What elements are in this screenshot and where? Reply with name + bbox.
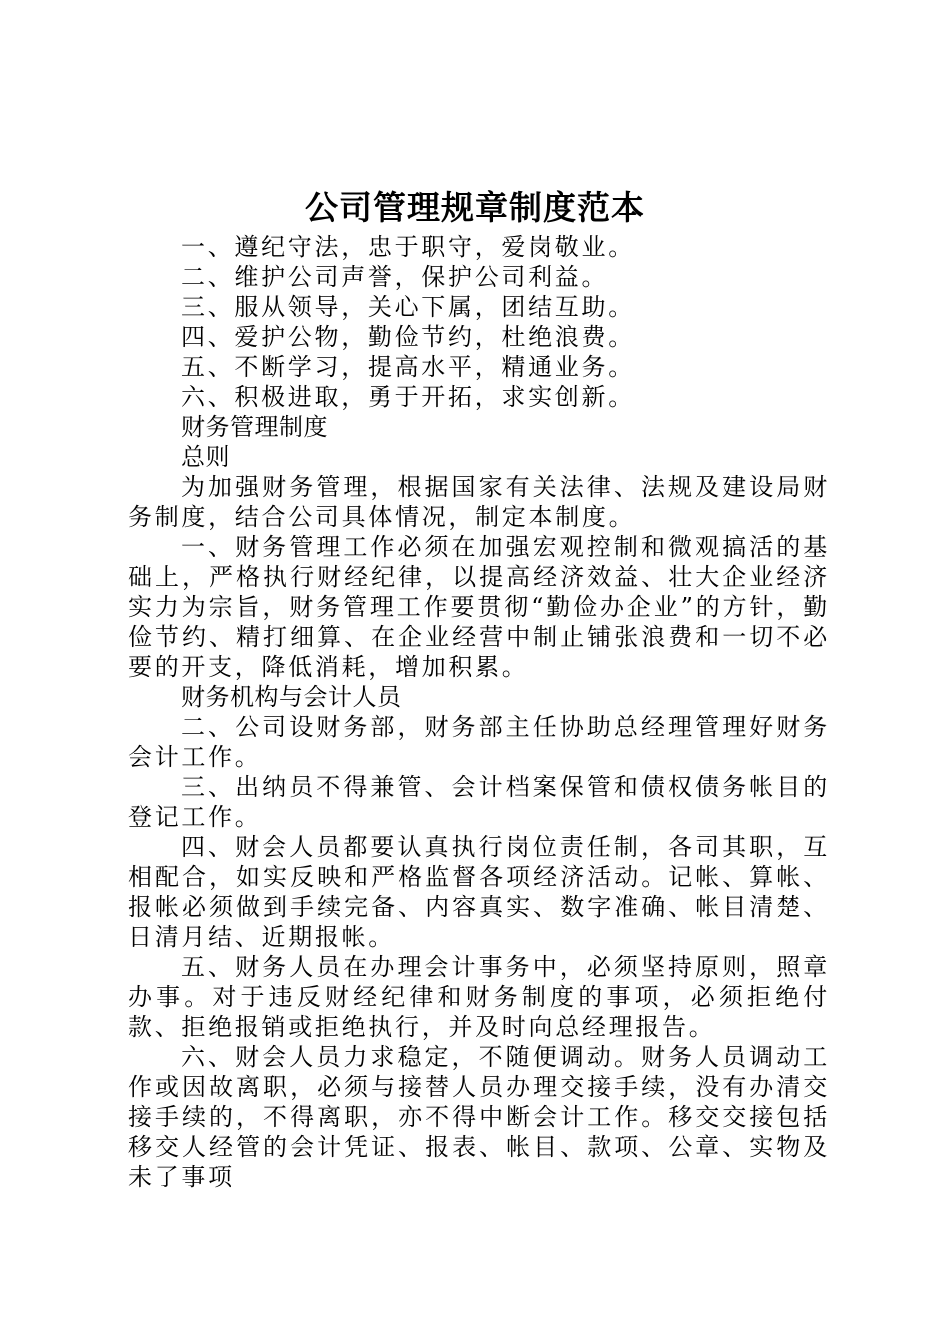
rule-item-4: 四、爱护公物，勤俭节约，杜绝浪费。 bbox=[181, 323, 635, 351]
section-heading-organization: 财务机构与会计人员 bbox=[181, 683, 402, 711]
rule-item-1: 一、遵纪守法，忠于职守，爱岗敬业。 bbox=[181, 233, 635, 261]
section-heading-general: 总则 bbox=[181, 443, 230, 471]
finance-article-3: 三、出纳员不得兼管、会计档案保管和债权债务帐目的登记工作。 bbox=[128, 773, 830, 831]
finance-article-6: 六、财会人员力求稳定，不随便调动。财务人员调动工作或因故离职，必须与接替人员办理交接手续，没有办清交接手续的，不得离职，亦不得中断会计工作。移交交接包括移交人经管的会计凭证、报表、帐目、款项、公章、实物及未了事项 bbox=[128, 1043, 830, 1191]
rule-item-2: 二、维护公司声誉，保护公司利益。 bbox=[181, 263, 609, 291]
paragraph-intro: 为加强财务管理，根据国家有关法律、法规及建设局财务制度，结合公司具体情况，制定本制度。 bbox=[128, 473, 830, 531]
rule-item-5: 五、不断学习，提高水平，精通业务。 bbox=[181, 353, 635, 381]
document-title: 公司管理规章制度范本 bbox=[305, 188, 645, 227]
finance-article-2: 二、公司设财务部，财务部主任协助总经理管理好财务会计工作。 bbox=[128, 713, 830, 771]
rule-item-3: 三、服从领导，关心下属，团结互助。 bbox=[181, 293, 635, 321]
finance-article-5: 五、财务人员在办理会计事务中，必须坚持原则，照章办事。对于违反财经纪律和财务制度的事项，必须拒绝付款、拒绝报销或拒绝执行，并及时向总经理报告。 bbox=[128, 953, 830, 1041]
finance-article-4: 四、财会人员都要认真执行岗位责任制，各司其职，互相配合，如实反映和严格监督各项经济活动。记帐、算帐、报帐必须做到手续完备、内容真实、数字准确、帐目清楚、日清月结、近期报帐。 bbox=[128, 833, 830, 951]
section-heading-finance: 财务管理制度 bbox=[181, 413, 328, 441]
rule-item-6: 六、积极进取，勇于开拓，求实创新。 bbox=[181, 383, 635, 411]
document-body bbox=[128, 232, 830, 1192]
finance-article-1: 一、财务管理工作必须在加强宏观控制和微观搞活的基础上，严格执行财经纪律，以提高经济效益、壮大企业经济实力为宗旨，财务管理工作要贯彻“勤俭办企业”的方针，勤俭节约、精打细算、在企业经营中制止铺张浪费和一切不必要的开支，降低消耗，增加积累。 bbox=[128, 533, 830, 681]
